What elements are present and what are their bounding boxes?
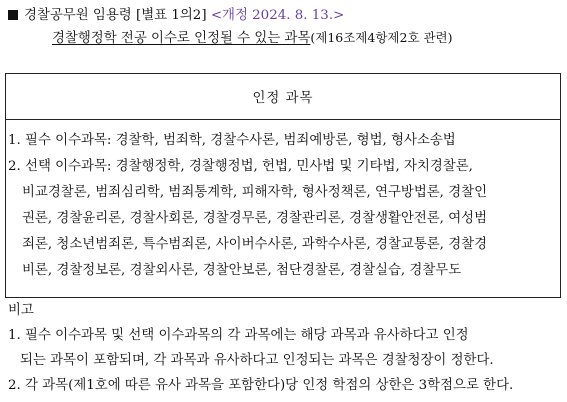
document-title [52, 29, 453, 48]
square-bullet-icon [8, 10, 18, 20]
document-header [8, 7, 344, 25]
header-prefix: 경찰공무원 임용령 [별표 1의2] [24, 8, 211, 23]
remarks-heading: 비고 [8, 303, 34, 318]
table-line-continuation: 비교경찰론, 범죄심리학, 범죄통계학, 피해자학, 형사정책론, 연구방법론, 경찰인 [22, 185, 488, 200]
title-note: (제16조제4항제2호 관련) [310, 30, 453, 45]
remark-line-2: 2. 각 과목(제1호에 따른 유사 과목을 포함한다)당 인정 학점의 상한은 3학점으로 한다. [8, 378, 514, 393]
table-line-required: 1. 필수 이수과목: 경찰학, 범죄학, 경찰수사론, 범죄예방론, 형법, 형사소송법 [8, 133, 456, 148]
revision-date: <개정 2024. 8. 13.> [210, 8, 345, 23]
table-line-continuation: 비론, 경찰정보론, 경찰외사론, 경찰안보론, 첨단경찰론, 경찰실습, 경찰무도 [22, 263, 462, 278]
table-header: 인정 과목 [252, 91, 314, 106]
subjects-table [5, 73, 561, 298]
remark-line-1: 1. 필수 이수과목 및 선택 이수과목의 각 과목에는 해당 과목과 유사하다고 인정 [8, 328, 469, 343]
title-main: 경찰행정학 전공 이수로 인정될 수 있는 과목 [52, 31, 311, 46]
remark-line-1-continued: 되는 과목이 포함되며, 각 과목과 유사하다고 인정되는 과목은 경찰청장이 정한다. [20, 353, 494, 368]
table-header-cell [6, 74, 560, 120]
table-line-continuation: 권론, 경찰윤리론, 경찰사회론, 경찰경무론, 경찰관리론, 경찰생활안전론, 여성범 [22, 211, 488, 226]
table-line-elective: 2. 선택 이수과목: 경찰행정학, 경찰행정법, 헌법, 민사법 및 기타법, 자치경찰론, [8, 159, 473, 174]
table-line-continuation: 죄론, 청소년범죄론, 특수범죄론, 사이버수사론, 과학수사론, 경찰교통론, 경찰경 [22, 237, 488, 252]
